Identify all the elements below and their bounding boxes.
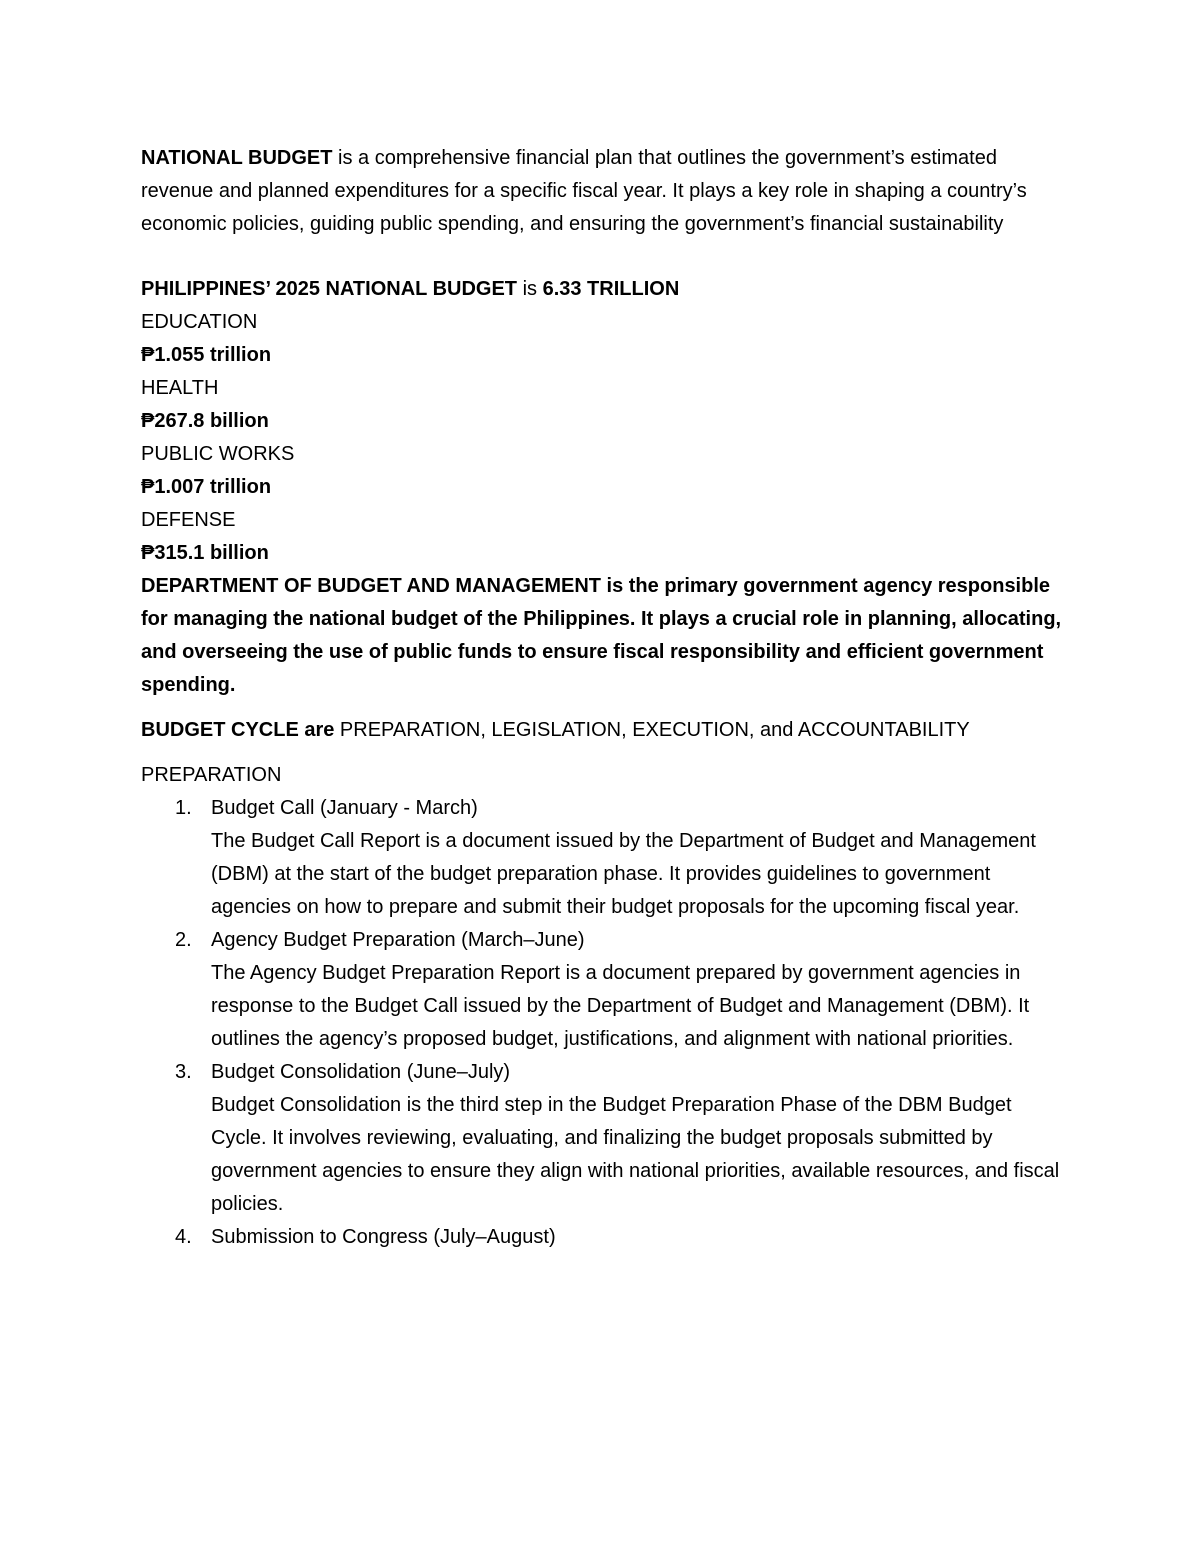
list-item — [141, 1221, 1071, 1254]
step-title: Budget Call (January - March) — [211, 797, 478, 819]
step-number: 3. — [175, 1061, 192, 1083]
step-title: Agency Budget Preparation (March–June) — [211, 929, 585, 951]
budget-2025-connector: is — [517, 278, 543, 300]
step-title: Submission to Congress (July–August) — [211, 1226, 556, 1248]
step-number: 1. — [175, 797, 192, 819]
budget-cycle-phases: PREPARATION, LEGISLATION, EXECUTION, and ACCOUNTABILITY — [334, 719, 970, 741]
step-title: Budget Consolidation (June–July) — [211, 1061, 511, 1083]
allocation-sector: HEALTH — [141, 377, 219, 399]
step-number: 2. — [175, 929, 192, 951]
allocation-amount: ₱267.8 billion — [141, 410, 269, 432]
intro-paragraph — [141, 142, 1071, 241]
budget-cycle-line — [141, 714, 1071, 747]
budget-2025-lead: PHILIPPINES’ 2025 NATIONAL BUDGET — [141, 278, 518, 300]
allocation-amount: ₱1.007 trillion — [141, 476, 272, 498]
budget-2025-line — [141, 273, 1071, 306]
allocation-sector: DEFENSE — [141, 509, 236, 531]
step-description: The Agency Budget Preparation Report is a document prepared by government agencies in response to the Budget Call issued by the Department of Budget and Management (DBM). It outlines the agency’s proposed budget, justifications, and alignment with national priorities. — [211, 962, 1030, 1050]
preparation-heading: PREPARATION — [141, 764, 282, 786]
allocation-amount: ₱1.055 trillion — [141, 344, 272, 366]
allocation-sector: PUBLIC WORKS — [141, 443, 295, 465]
intro-term: NATIONAL BUDGET — [141, 147, 333, 169]
intro-text: is a comprehensive financial plan that outlines the government’s estimated revenue and planned expenditures for a specific fiscal year. It plays a key role in shaping a country’s economic policies, guiding public spending, and ensuring the government’s financial sustainability — [141, 147, 1027, 235]
allocation-amount: ₱315.1 billion — [141, 542, 269, 564]
step-description: The Budget Call Report is a document issued by the Department of Budget and Management (DBM) at the start of the budget preparation phase. It provides guidelines to government agencies on how to prepare and submit their budget proposals for the upcoming fiscal year. — [211, 830, 1036, 918]
list-item — [141, 792, 1071, 924]
list-item — [141, 1056, 1071, 1221]
step-description: Budget Consolidation is the third step in the Budget Preparation Phase of the DBM Budget Cycle. It involves reviewing, evaluating, and finalizing the budget proposals submitted by government agencies to ensure they align with national priorities, available resources, and fiscal policies. — [211, 1094, 1060, 1215]
budget-cycle-lead: BUDGET CYCLE are — [141, 719, 335, 741]
list-item — [141, 924, 1071, 1056]
preparation-steps-list — [141, 792, 1071, 1254]
dbm-paragraph: DEPARTMENT OF BUDGET AND MANAGEMENT is the primary government agency responsible for managing the national budget of the Philippines. It plays a crucial role in planning, allocating, and overseeing the use of public funds to ensure fiscal responsibility and efficient government spending. — [141, 575, 1062, 696]
budget-2025-amount: 6.33 TRILLION — [542, 278, 680, 300]
document-page — [141, 142, 1071, 1254]
step-number: 4. — [175, 1226, 192, 1248]
allocation-sector: EDUCATION — [141, 311, 258, 333]
